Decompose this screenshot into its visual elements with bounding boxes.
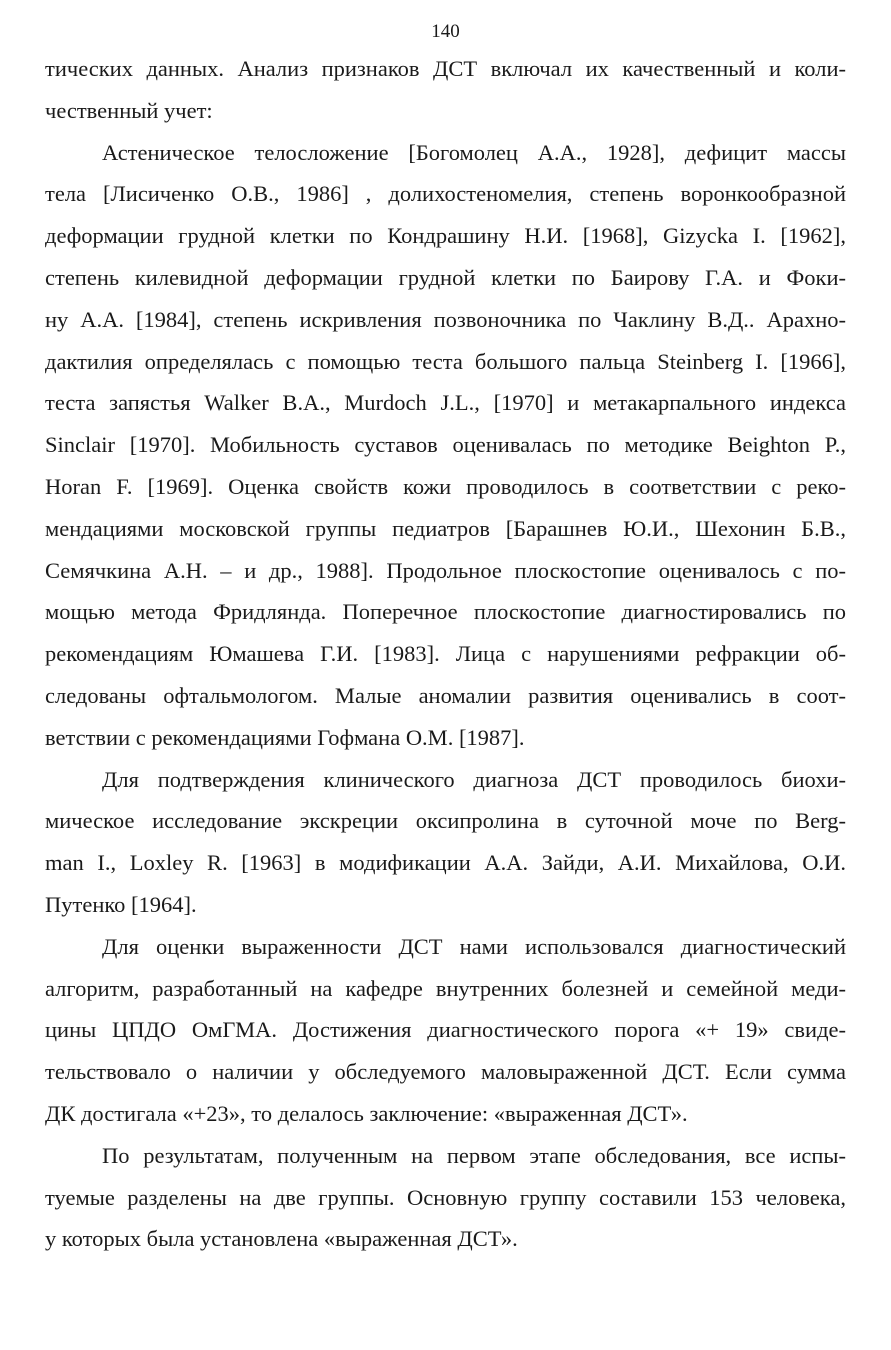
text-line: Для оценки выраженности ДСТ нами использовался диагностический [102, 933, 846, 959]
text-line: чественный учет: [45, 97, 213, 123]
text-line: Семячкина А.Н. – и др., 1988]. Продольное плоскостопие оценивалось с по- [45, 557, 846, 583]
text-line: следованы офтальмологом. Малые аномалии развития оценивались в соот- [45, 682, 846, 708]
text-line: ветствии с рекомендациями Гофмана О.М. [1987]. [45, 724, 525, 750]
text-line: Для подтверждения клинического диагноза ДСТ проводилось биохи- [102, 766, 846, 792]
page-number: 140 [431, 21, 460, 42]
text-line: степень килевидной деформации грудной клетки по Баирову Г.А. и Фоки- [45, 264, 846, 290]
text-line: мендациями московской группы педиатров [Барашнев Ю.И., Шехонин Б.В., [45, 515, 846, 541]
text-line: тела [Лисиченко О.В., 1986] , долихостеномелия, степень воронкообразной [45, 181, 846, 207]
text-line: мощью метода Фридлянда. Поперечное плоскостопие диагностировались по [45, 599, 846, 625]
text-line: теста запястья Walker B.A., Murdoch J.L., [1970] и метакарпального индекса [45, 390, 846, 416]
text-line: Sinclair [1970]. Мобильность суставов оценивалась по методике Beighton P., [45, 432, 846, 458]
text-line: дактилия определялась с помощью теста большого пальца Steinberg I. [1966], [45, 348, 846, 374]
text-line: Путенко [1964]. [45, 891, 197, 917]
text-line: мическое исследование экскреции оксипролина в суточной моче по Berg- [45, 808, 846, 834]
text-line: тических данных. Анализ признаков ДСТ включал их качественный и коли- [45, 56, 846, 81]
text-line: цины ЦПДО ОмГМА. Достижения диагностического порога «+ 19» свиде- [45, 1017, 846, 1043]
text-line: ну А.А. [1984], степень искривления позвоночника по Чаклину В.Д.. Арахно- [45, 306, 846, 332]
text-line: деформации грудной клетки по Кондрашину Н.И. [1968], Gizycka I. [1962], [45, 223, 846, 249]
body-text [45, 48, 846, 1260]
text-line: рекомендациям Юмашева Г.И. [1983]. Лица с нарушениями рефракции об- [45, 641, 846, 667]
text-line: туемые разделены на две группы. Основную группу составили 153 человека, [45, 1184, 846, 1210]
text-line: у которых была установлена «выраженная ДСТ». [45, 1226, 518, 1252]
text-line: По результатам, полученным на первом этапе обследования, все испы- [102, 1142, 846, 1168]
text-line: тельствовало о наличии у обследуемого маловыраженной ДСТ. Если сумма [45, 1059, 846, 1085]
text-line: Астеническое телосложение [Богомолец А.А., 1928], дефицит массы [102, 139, 846, 165]
text-line: man I., Loxley R. [1963] в модификации А.А. Зайди, А.И. Михайлова, О.И. [45, 850, 846, 876]
text-line: Horan F. [1969]. Оценка свойств кожи проводилось в соответствии с реко- [45, 473, 846, 499]
text-line: ДК достигала «+23», то делалось заключение: «выраженная ДСТ». [45, 1100, 688, 1126]
text-line: алгоритм, разработанный на кафедре внутренних болезней и семейной меди- [45, 975, 846, 1001]
